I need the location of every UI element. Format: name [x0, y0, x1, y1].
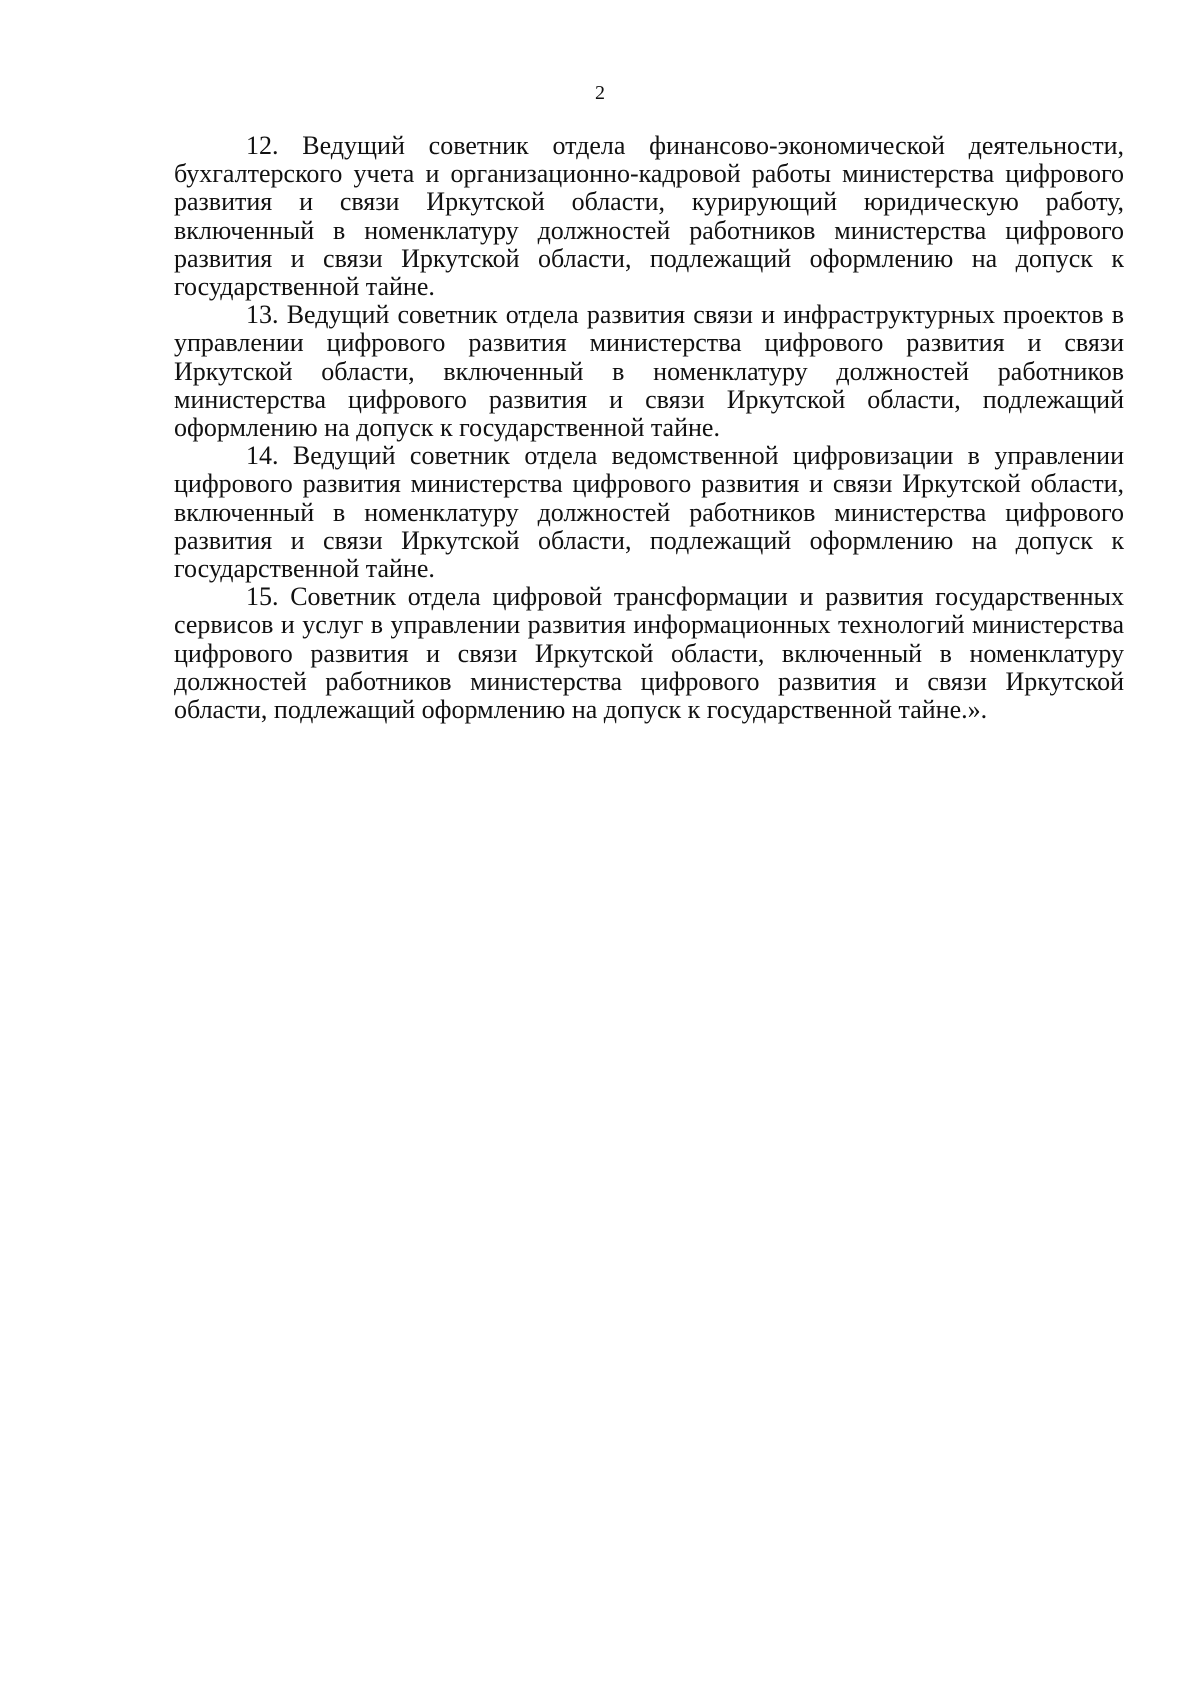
document-body — [174, 132, 1124, 724]
paragraph-item-14: 14. Ведущий советник отдела ведомственной цифровизации в управлении цифрового развития министерства цифрового развития и связи Иркутской области, включенный в номенклатуру должностей работников министерства цифрового развития и связи Иркутской области, подлежащий оформлению на допуск к государственной тайне. — [174, 441, 1124, 584]
paragraph-item-12: 12. Ведущий советник отдела финансово-экономической деятельности, бухгалтерского учета и организационно-кадровой работы министерства цифрового развития и связи Иркутской области, курирующий юридическую работу, включенный в номенклатуру должностей работников министерства цифрового развития и связи Иркутской области, подлежащий оформлению на допуск к государственной тайне. — [174, 131, 1124, 302]
paragraph-item-15: 15. Советник отдела цифровой трансформации и развития государственных сервисов и услуг в управлении развития информационных технологий министерства цифрового развития и связи Иркутской области, включенный в номенклатуру должностей работников министерства цифрового развития и связи Иркутской области, подлежащий оформлению на допуск к государственной тайне.». — [174, 582, 1124, 725]
page-number: 2 — [595, 82, 605, 104]
paragraph-item-13: 13. Ведущий советник отдела развития связи и инфраструктурных проектов в управлении цифрового развития министерства цифрового развития и связи Иркутской области, включенный в номенклатуру должностей работников министерства цифрового развития и связи Иркутской области, подлежащий оформлению на допуск к государственной тайне. — [174, 300, 1124, 443]
